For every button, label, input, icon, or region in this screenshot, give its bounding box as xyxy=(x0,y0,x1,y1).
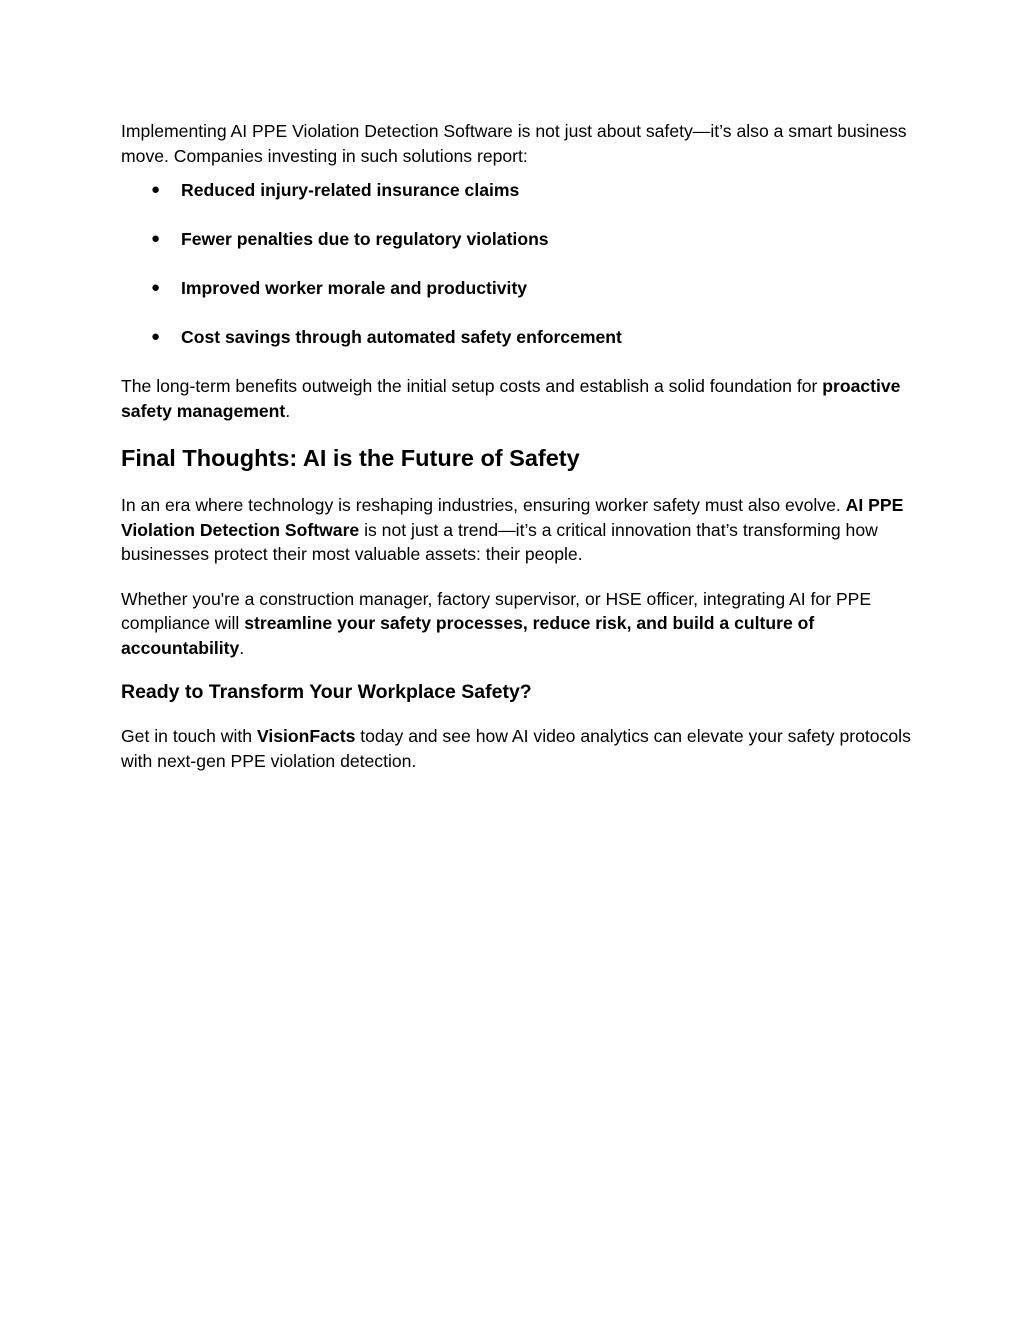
cta-brand: VisionFacts xyxy=(256,726,356,746)
list-item xyxy=(121,178,911,203)
cta-text: Get in touch with xyxy=(121,726,257,746)
list-item-text: Improved worker morale and productivity xyxy=(181,278,528,298)
benefits-list xyxy=(121,178,911,350)
document-page xyxy=(121,119,911,773)
bullet-icon: ● xyxy=(151,279,161,296)
list-item-text: Cost savings through automated safety enforcement xyxy=(181,327,622,347)
long-term-paragraph xyxy=(121,374,911,423)
list-item-text: Fewer penalties due to regulatory violations xyxy=(181,229,549,249)
bullet-icon: ● xyxy=(151,328,161,345)
long-term-text: The long-term benefits outweigh the initial setup costs and establish a solid foundation for xyxy=(121,376,823,396)
final-thoughts-p1-bold: AI PPE Violation Detection Software xyxy=(121,495,904,540)
cta-heading: Ready to Transform Your Workplace Safety? xyxy=(121,681,532,703)
long-term-tail: . xyxy=(285,400,291,421)
intro-paragraph: Implementing AI PPE Violation Detection Software is not just about safety—it’s also a smart business move. Companies investing in such solutions report: xyxy=(121,121,907,166)
final-thoughts-heading: Final Thoughts: AI is the Future of Safety xyxy=(121,445,580,471)
long-term-bold: proactive safety management xyxy=(121,376,901,421)
final-thoughts-p1-tail: is not just a trend—it’s a critical innovation that’s transforming how businesses protect their most valuable assets: their people. xyxy=(121,519,878,564)
final-thoughts-p1-text: In an era where technology is reshaping industries, ensuring worker safety must also evolve. xyxy=(121,495,846,515)
final-thoughts-paragraph-2 xyxy=(121,587,911,661)
final-thoughts-paragraph-1 xyxy=(121,493,911,567)
final-thoughts-p2-text: Whether you're a construction manager, factory supervisor, or HSE officer, integrating AI for PPE compliance will xyxy=(121,588,872,633)
final-thoughts-p2-bold: streamline your safety processes, reduce risk, and build a culture of accountability xyxy=(121,613,815,658)
list-item-text: Reduced injury-related insurance claims xyxy=(181,180,520,200)
cta-tail: today and see how AI video analytics can elevate your safety protocols with next-gen PPE violation detection. xyxy=(121,726,911,771)
list-item xyxy=(121,276,911,301)
final-thoughts-p2-tail: . xyxy=(239,637,245,658)
list-item xyxy=(121,325,911,350)
bullet-icon: ● xyxy=(151,230,161,247)
cta-paragraph xyxy=(121,724,911,773)
list-item xyxy=(121,227,911,252)
bullet-icon: ● xyxy=(151,181,161,198)
